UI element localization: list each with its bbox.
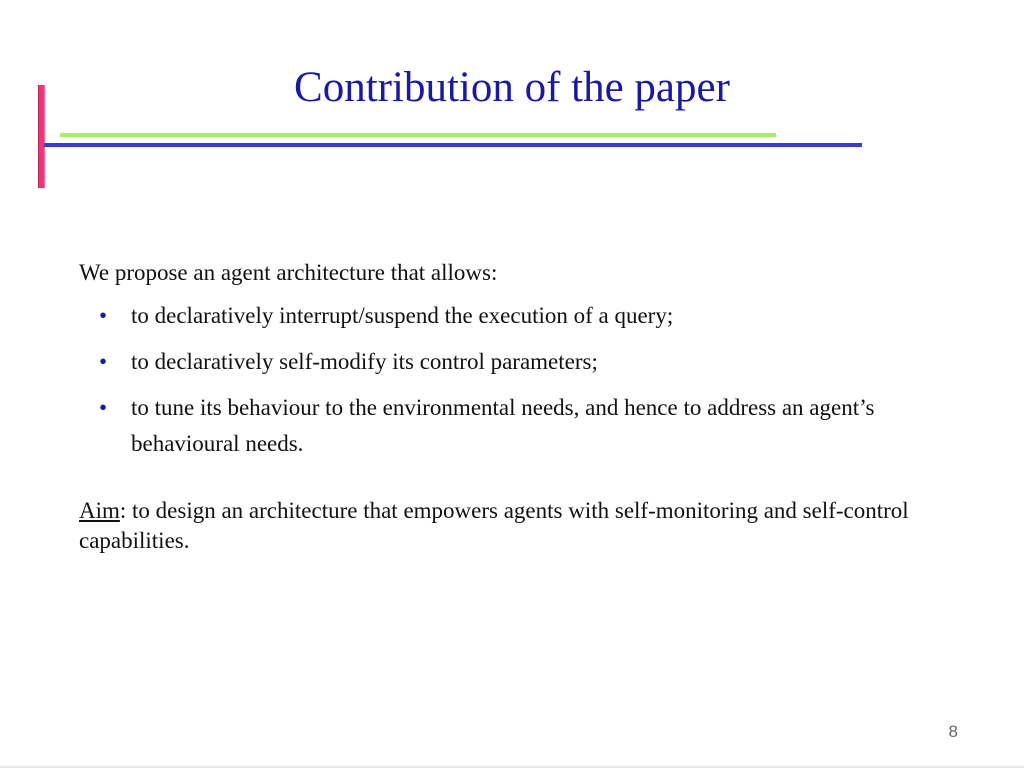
bullet-icon: • [99,395,108,420]
bullet-icon: • [99,349,108,374]
slide-title: Contribution of the paper [294,64,730,111]
bullet-item [79,390,949,462]
slide-body [79,256,949,556]
bullet-text: to declaratively interrupt/suspend the execution of a query; [131,303,674,328]
bullet-list [79,298,949,462]
decorative-blue-line [44,143,862,147]
bullet-icon: • [99,303,108,328]
bullet-item [79,298,949,334]
intro-text: We propose an agent architecture that allows: [79,260,498,285]
aim-paragraph [79,496,949,556]
aim-label: Aim [79,498,120,523]
bullet-item [79,344,949,380]
bullet-text: to declaratively self-modify its control parameters; [131,349,598,374]
page-number: 8 [948,722,958,741]
aim-text: : to design an architecture that empowers agents with self-monitoring and self-control capabilities. [79,498,909,553]
decorative-green-line [60,133,776,137]
bullet-text: to tune its behaviour to the environmental needs, and hence to address an agent’s behavioural needs. [131,395,875,456]
